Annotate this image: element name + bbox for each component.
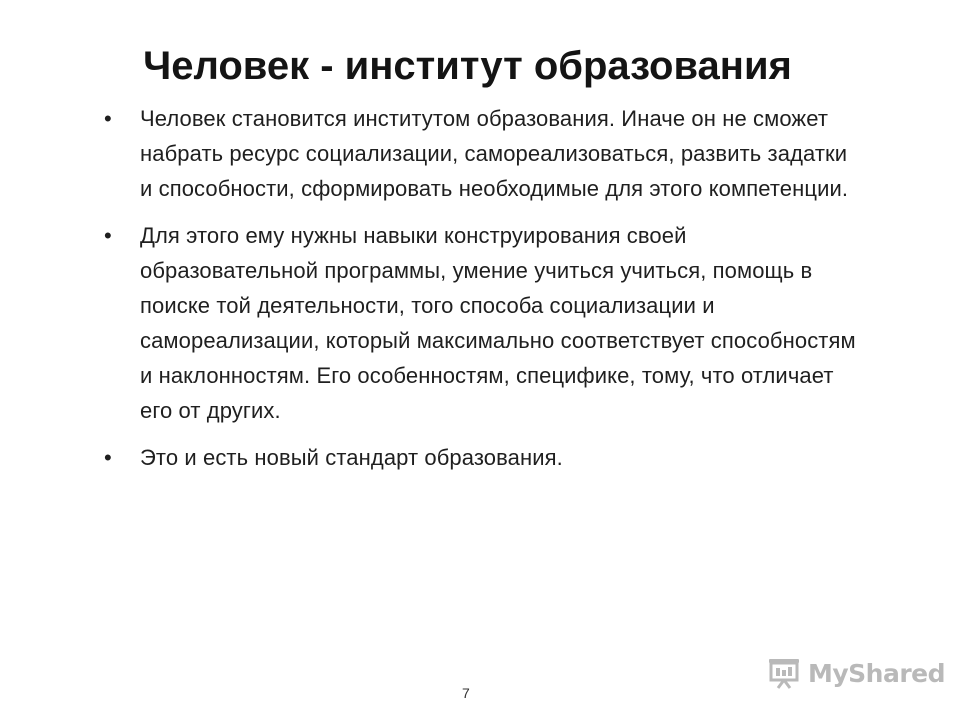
bullet-text-2: Для этого ему нужны навыки конструирования своей образовательной программы, умение учиться учиться, помощь в поиске той деятельности, того способа социализации и самореализации, который максимально соответствует способностям и наклонностям. Его особенностям, специфике, тому, что отличает его от других.	[140, 223, 856, 423]
presentation-board-icon	[766, 656, 804, 690]
bullet-item-1	[104, 101, 864, 206]
bullet-text-3: Это и есть новый стандарт образования.	[140, 445, 563, 470]
bullet-item-2	[104, 218, 864, 428]
bullet-text-1: Человек становится институтом образования. Иначе он не сможет набрать ресурс социализации, самореализоваться, развить задатки и способности, сформировать необходимые для этого компетенции.	[140, 106, 849, 201]
bullet-glyph: •	[104, 223, 112, 248]
bullet-item-3	[104, 440, 864, 475]
bullet-glyph: •	[104, 106, 112, 131]
page-number: 7	[462, 685, 470, 701]
watermark-text: MyShared	[808, 658, 946, 688]
bullet-list	[104, 101, 864, 487]
bullet-glyph: •	[104, 445, 112, 470]
slide-title: Человек - институт образования	[143, 44, 792, 88]
watermark-logo	[766, 653, 945, 693]
